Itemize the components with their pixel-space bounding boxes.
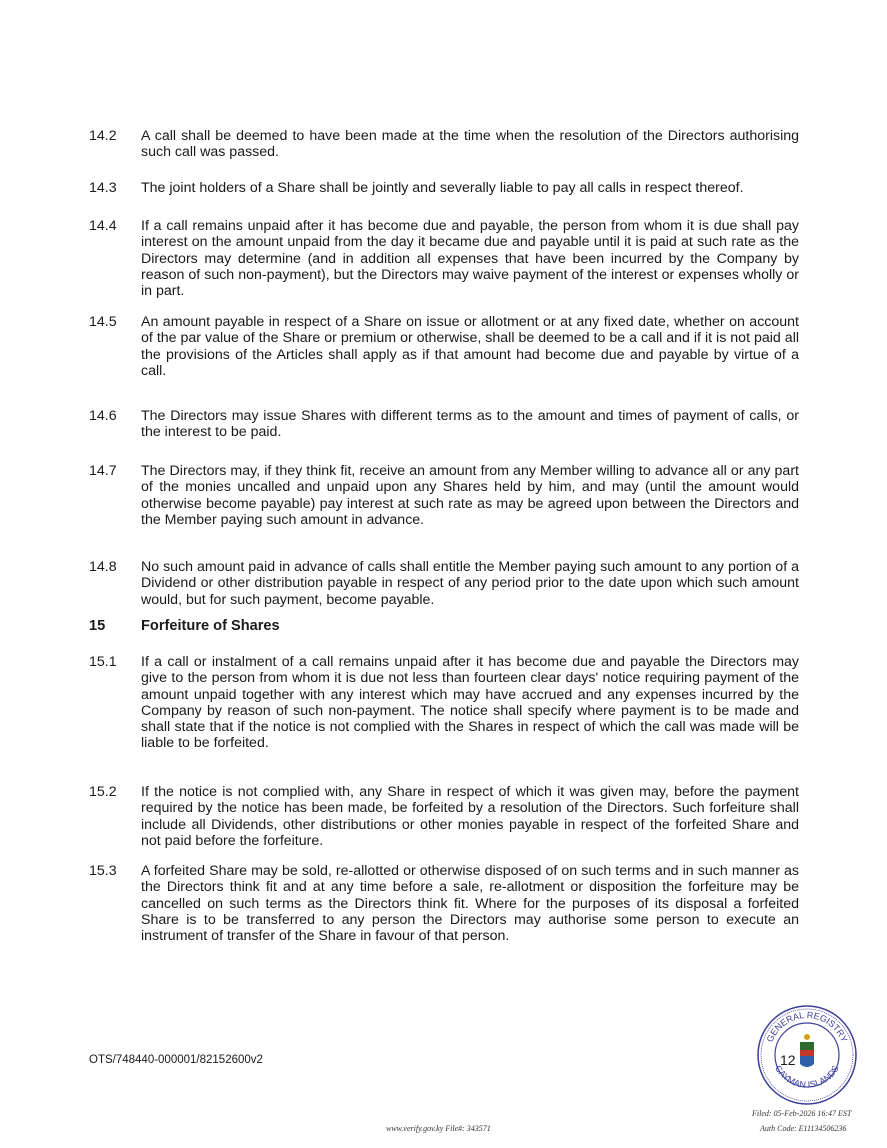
clause-number: 15.3 [89,863,117,879]
clause-number: 15.2 [89,784,117,800]
svg-text:GENERAL REGISTRY: GENERAL REGISTRY [764,1009,850,1044]
para-14-5 [89,314,799,379]
clause-text: The Directors may, if they think fit, receive an amount from any Member willing to advance all or any part of the monies uncalled and unpaid upon any Shares held by him, and may (until the amount would otherwise become payable) pay interest at such rate as may be agreed upon between the Directors and the Member paying such amount in advance. [141,463,799,528]
clause-text: An amount payable in respect of a Share on issue or allotment or at any fixed date, whether on account of the par value of the Share or premium or otherwise, shall be deemed to be a call and if it is not paid all the provisions of the Articles shall apply as if that amount had become due and payable by virtue of a call. [141,314,799,379]
clause-text: If a call remains unpaid after it has become due and payable, the person from whom it is due shall pay interest on the amount unpaid from the day it became due and payable until it is paid at such rate as the Directors may determine (and in addition all expenses that have been incurred by the Company by reason of such non-payment), but the Directors may waive payment of the interest or expenses wholly or in part. [141,218,799,300]
para-14-4 [89,218,799,299]
para-14-7 [89,463,799,528]
section-heading-15 [89,618,799,634]
clause-text: No such amount paid in advance of calls shall entitle the Member paying such amount to any portion of a Dividend or other distribution payable in respect of any period prior to the date upon which such amount would, but for such payment, become payable. [141,559,799,608]
clause-text: A forfeited Share may be sold, re-allotted or otherwise disposed of on such terms and in such manner as the Directors think fit and at any time before a sale, re-allotment or disposition the forfeiture may be cancelled on such terms as the Directors think fit. Where for the purposes of its disposal a forfeited Share is to be transferred to any person the Directors may authorise some person to execute an instrument of transfer of the Share in favour of that person. [141,863,799,945]
clause-number: 15.1 [89,654,117,670]
para-14-3 [89,180,799,196]
clause-number: 14.2 [89,128,117,144]
para-14-6 [89,408,799,441]
general-registry-seal-icon [756,1004,858,1106]
filed-timestamp: Filed: 05-Feb-2026 16:47 EST [752,1109,852,1118]
para-15-2 [89,784,799,849]
svg-text:CAYMAN ISLANDS: CAYMAN ISLANDS [773,1063,841,1090]
section-number: 15 [89,618,106,634]
para-15-3 [89,863,799,944]
clause-number: 14.4 [89,218,117,234]
auth-code: Auth Code: E11134506236 [760,1124,847,1133]
para-14-2 [89,128,799,161]
clause-text: If a call or instalment of a call remains unpaid after it has become due and payable the Directors may give to the person from whom it is due not less than fourteen clear days' notice requiring payment of the amount unpaid together with any interest which may have accrued and any expenses incurred by the Company by reason of such non-payment. The notice shall specify where payment is to be made and shall state that if the notice is not complied with the Shares in respect of which the call was made will be liable to be forfeited. [141,654,799,752]
verify-url: www.verify.gov.ky File#: 343571 [386,1124,491,1133]
page-number: 12 [780,1052,796,1068]
clause-text: The Directors may issue Shares with different terms as to the amount and times of payment of calls, or the interest to be paid. [141,408,799,441]
para-15-1 [89,654,799,752]
clause-text: If the notice is not complied with, any Share in respect of which it was given may, before the payment required by the notice has been made, be forfeited by a resolution of the Directors. Such forfeiture shall include all Dividends, other distributions or other monies payable in respect of the forfeited Share and not paid before the forfeiture. [141,784,799,849]
clause-number: 14.8 [89,559,117,575]
clause-number: 14.6 [89,408,117,424]
clause-text: The joint holders of a Share shall be jointly and severally liable to pay all calls in respect thereof. [141,180,744,196]
clause-number: 14.3 [89,180,117,196]
clause-text: A call shall be deemed to have been made at the time when the resolution of the Directors authorising such call was passed. [141,128,799,161]
section-title: Forfeiture of Shares [141,618,280,634]
clause-number: 14.5 [89,314,117,330]
para-14-8 [89,559,799,608]
document-reference: OTS/748440-000001/82152600v2 [89,1054,263,1066]
clause-number: 14.7 [89,463,117,479]
